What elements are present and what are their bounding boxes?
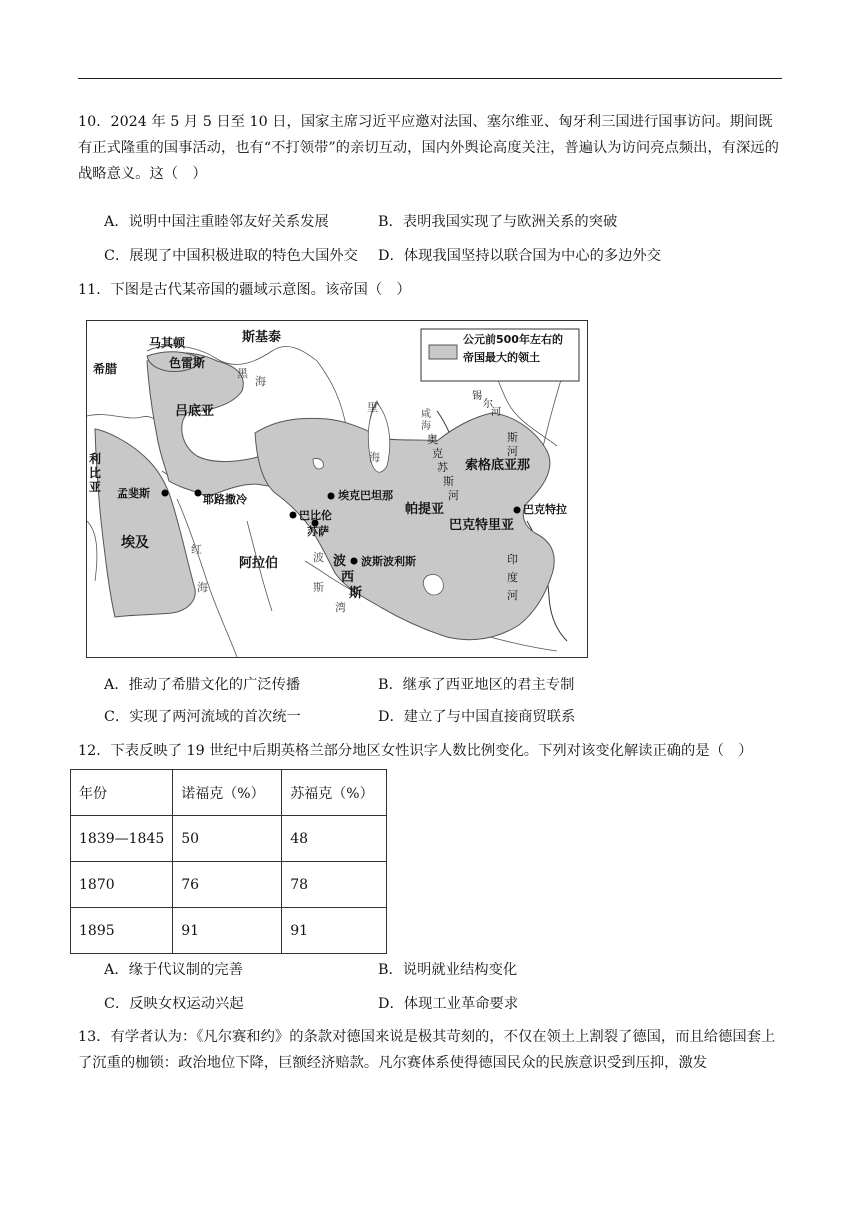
label-libya-2: 比 bbox=[89, 466, 102, 480]
city-dot-ecbatana bbox=[328, 493, 335, 500]
label-jerusalem: 耶路撒冷 bbox=[203, 493, 247, 506]
question-11-option-d[interactable]: D．建立了与中国直接商贸联系 bbox=[378, 709, 576, 725]
label-thrace: 色雷斯 bbox=[169, 356, 206, 370]
table-cell: 48 bbox=[282, 816, 387, 862]
label-syr-2: 尔 bbox=[483, 399, 493, 410]
legend-text-1: 公元前500年左右的 bbox=[463, 333, 563, 346]
table-cell: 78 bbox=[282, 862, 387, 908]
city-dot-persepolis bbox=[351, 558, 358, 565]
question-10-option-d[interactable]: D．体现我国坚持以联合国为中心的多边外交 bbox=[378, 248, 662, 264]
label-amu-2: 克 bbox=[432, 447, 443, 460]
question-13-stem: 13．有学者认为：《凡尔赛和约》的条款对德国来说是极其苛刻的，不仅在领土上割裂了德国，而且给德国套上了沉重的枷锁：政治地位下降，巨额经济赔款。凡尔赛体系使得德国民众的民族意识受到压抑，激发 bbox=[78, 1029, 776, 1071]
question-12-stem: 12．下表反映了 19 世纪中后期英格兰部分地区女性识字人数比例变化。下列对该变化解读正确的是（ ） bbox=[78, 743, 753, 759]
label-caspian-1: 里 bbox=[367, 401, 378, 414]
question-12-option-d[interactable]: D．体现工业革命要求 bbox=[378, 996, 519, 1012]
city-dot-memphis bbox=[162, 490, 169, 497]
question-12-option-c[interactable]: C．反映女权运动兴起 bbox=[104, 996, 244, 1012]
question-11-stem: 11．下图是古代某帝国的疆域示意图。该帝国（ ） bbox=[78, 282, 411, 298]
label-arabia: 阿拉伯 bbox=[239, 556, 279, 571]
label-libya-3: 亚 bbox=[89, 480, 102, 494]
question-10-option-a[interactable]: A．说明中国注重睦邻友好关系发展 bbox=[104, 214, 329, 230]
question-11-option-c[interactable]: C．实现了两河流域的首次统一 bbox=[104, 709, 301, 725]
label-persepolis: 波斯波利斯 bbox=[361, 555, 416, 568]
legend-text-2: 帝国最大的领土 bbox=[463, 351, 540, 364]
label-red-sea-2: 海 bbox=[197, 581, 208, 594]
label-syr-1: 锡 bbox=[472, 391, 482, 402]
label-gulf-2: 斯 bbox=[313, 581, 324, 594]
label-persis-2: 西 bbox=[341, 570, 355, 585]
label-persis-3: 斯 bbox=[349, 586, 363, 601]
label-aral-1: 咸 bbox=[421, 409, 431, 420]
label-syr-3: 河 bbox=[491, 407, 501, 418]
legend-swatch bbox=[429, 345, 457, 359]
label-greece: 希腊 bbox=[93, 362, 118, 376]
label-amu-5: 河 bbox=[448, 489, 459, 502]
table-row bbox=[71, 862, 387, 908]
table-cell: 91 bbox=[282, 908, 387, 954]
label-aral-2: 海 bbox=[421, 421, 431, 432]
persian-empire-map bbox=[86, 320, 588, 658]
question-12-option-a[interactable]: A．缘于代议制的完善 bbox=[104, 962, 243, 978]
table-cell: 1839—1845 bbox=[71, 816, 173, 862]
literacy-table bbox=[70, 769, 387, 954]
question-11-option-b[interactable]: B．继承了西亚地区的君主专制 bbox=[378, 677, 575, 693]
label-parthia: 帕提亚 bbox=[405, 502, 445, 517]
label-susa: 苏萨 bbox=[307, 525, 329, 538]
city-dot-jerusalem bbox=[195, 490, 202, 497]
label-amu-1: 奥 bbox=[427, 433, 438, 446]
label-memphis: 孟斐斯 bbox=[117, 487, 150, 500]
label-amu-3: 苏 bbox=[437, 461, 448, 474]
table-cell: 1870 bbox=[71, 862, 173, 908]
table-cell: 91 bbox=[173, 908, 282, 954]
label-indus-3: 河 bbox=[507, 589, 518, 602]
label-bactra: 巴克特拉 bbox=[523, 503, 567, 516]
table-cell: 50 bbox=[173, 816, 282, 862]
table-header-cell: 年份 bbox=[71, 770, 173, 816]
table-header-cell: 诺福克（%） bbox=[173, 770, 282, 816]
label-egypt: 埃及 bbox=[121, 535, 149, 551]
label-indus-2: 度 bbox=[507, 571, 518, 584]
header-rule bbox=[78, 78, 782, 79]
label-scythia: 斯基泰 bbox=[242, 330, 282, 345]
label-macedonia: 马其顿 bbox=[149, 336, 186, 350]
table-cell: 76 bbox=[173, 862, 282, 908]
label-caspian-2: 海 bbox=[369, 451, 380, 464]
label-black-sea-2: 海 bbox=[255, 375, 266, 388]
label-babylon: 巴比伦 bbox=[299, 509, 332, 522]
label-bactria: 巴克特里亚 bbox=[449, 518, 515, 533]
label-gulf-3: 湾 bbox=[335, 601, 346, 614]
label-syr-4: 斯 bbox=[507, 431, 518, 444]
table-header-row bbox=[71, 770, 387, 816]
label-syr-5: 河 bbox=[507, 445, 518, 458]
table-cell: 1895 bbox=[71, 908, 173, 954]
question-10-stem: 10．2024 年 5 月 5 日至 10 日，国家主席习近平应邀对法国、塞尔维亚、匈牙利三国进行国事访问。期间既有正式隆重的国事活动，也有“不打领带”的亲切互动，国内外舆论高度关注，普遍认为访问亮点频出，有深远的战略意义。这（ ） bbox=[78, 114, 779, 182]
question-12-option-b[interactable]: B．说明就业结构变化 bbox=[378, 962, 518, 978]
label-gulf-1: 波 bbox=[313, 551, 324, 564]
table-row bbox=[71, 816, 387, 862]
label-lydia: 吕底亚 bbox=[175, 404, 215, 419]
label-indus-1: 印 bbox=[507, 553, 518, 566]
question-10-option-c[interactable]: C．展现了中国积极进取的特色大国外交 bbox=[104, 248, 358, 264]
city-dot-bactra bbox=[514, 507, 521, 514]
question-10-option-b[interactable]: B．表明我国实现了与欧洲关系的突破 bbox=[378, 214, 618, 230]
label-black-sea-1: 黑 bbox=[237, 367, 248, 380]
table-header-cell: 苏福克（%） bbox=[282, 770, 387, 816]
label-ecbatana: 埃克巴坦那 bbox=[338, 489, 393, 502]
city-dot-babylon bbox=[290, 512, 297, 519]
label-amu-4: 斯 bbox=[443, 475, 454, 488]
label-sogdiana: 索格底亚那 bbox=[465, 458, 531, 473]
table-row bbox=[71, 908, 387, 954]
label-libya-1: 利 bbox=[89, 452, 102, 466]
question-11-option-a[interactable]: A．推动了希腊文化的广泛传播 bbox=[104, 677, 301, 693]
label-red-sea-1: 红 bbox=[191, 543, 202, 556]
label-persis-1: 波 bbox=[333, 554, 347, 569]
